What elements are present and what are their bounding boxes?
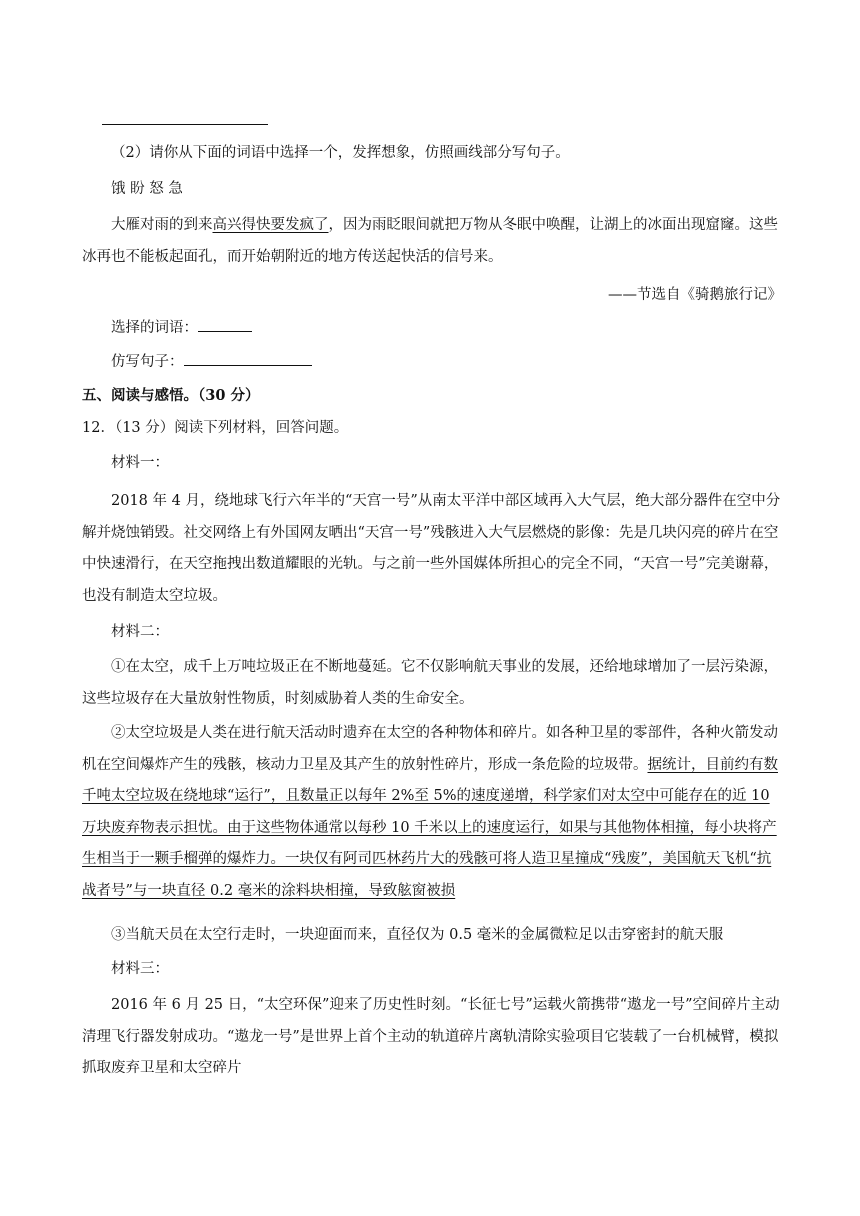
passage-underlined: 高兴得快要发疯了 [212,217,329,233]
q2-prompt: （2）请你从下面的词语中选择一个，发挥想象，仿照画线部分写句子。 [111,145,570,161]
answer-blank-line [102,124,268,125]
chosen-word-label: 选择的词语： [111,320,198,336]
section5-heading: 五、阅读与感悟。（30 分） [82,387,260,404]
material2-p1: ①在太空，成千上万吨垃圾正在不断地蔓延。它不仅影响航天事业的发展，还给地球增加了一层污染源，这些垃圾存在大量放射性物质，时刻威胁着人类的生命安全。 [82,659,778,707]
passage-pre: 大雁对雨的到来 [111,217,213,233]
material3-text: 2016 年 6 月 25 日，“太空环保”迎来了历史性时刻。“长征七号”运载火箭携带“遨龙一号”空间碎片主动清理飞行器发射成功。“遨龙一号”是世界上首个主动的轨道碎片离轨清除实验项目它装载了一台机械臂，模拟抓取废弃卫星和太空碎片 [82,997,780,1076]
imitation-label: 仿写句子： [111,354,184,370]
material2-p3: ③当航天员在太空行走时，一块迎面而来，直径仅为 0.5 毫米的金属微粒足以击穿密封的航天服 [111,927,724,943]
m2-p2-plain: ②太空垃圾是人类在进行航天活动时遗弃在太空的各种物体和碎片。如各种卫星的零部件，各种火箭发动机在空间爆炸产生的残骸，核动力卫星及其产生的放射性碎片，形成一条危险的垃圾带。 [82,725,778,773]
word-options: 饿 盼 怒 急 [111,181,183,197]
passage [82,210,782,273]
imitation-row [82,347,782,379]
passage-post: ，因为雨眨眼间就把万物从冬眠中唤醒，让湖上的冰面出现窟窿。这些冰再也不能板起面孔，而开始朝附近的地方传送起快活的信号来。 [82,217,778,265]
chosen-word-blank[interactable] [198,316,252,332]
q12-title: 12．（13 分）阅读下列材料，回答问题。 [82,420,349,436]
material3-label: 材料三： [111,961,169,977]
m2-p2-underlined: 据统计，目前约有数千吨太空垃圾在绕地球“运行”，且数量正以每年 2%至 5%的速度递增，科学家们对太空中可能存在的近 10 万块废弃物表示担忧。由于这些物体通常以每秒 10 千米以上的速度运行，如果与其他物体相撞，每小块将产生相当于一颗手榴弹的爆炸力。一块仅有阿司匹林药片大的残骸可将人造卫星撞成“残废”，美国航天飞机“抗战者号”与一块直径 0.2 毫米的涂料块相撞，导致舷窗被损 [82,756,778,899]
material1-label: 材料一： [111,455,169,471]
material2-label: 材料二： [111,624,169,640]
material1-text: 2018 年 4 月，绕地球飞行六年半的“天宫一号”从南太平洋中部区域再入大气层，绝大部分器件在空中分解并烧蚀销毁。社交网络上有外国网友晒出“天宫一号”残骸进入大气层燃烧的影像：先是几块闪亮的碎片在空中快速滑行，在天空拖拽出数道耀眼的光轨。与之前一些外国媒体所担心的完全不同，“天宫一号”完美谢幕，也没有制造太空垃圾。 [82,493,781,604]
source-citation: ——节选自《骑鹅旅行记》 [608,287,782,303]
imitation-blank[interactable] [184,350,312,366]
chosen-word-row [82,313,782,345]
material2-p2 [82,718,782,907]
